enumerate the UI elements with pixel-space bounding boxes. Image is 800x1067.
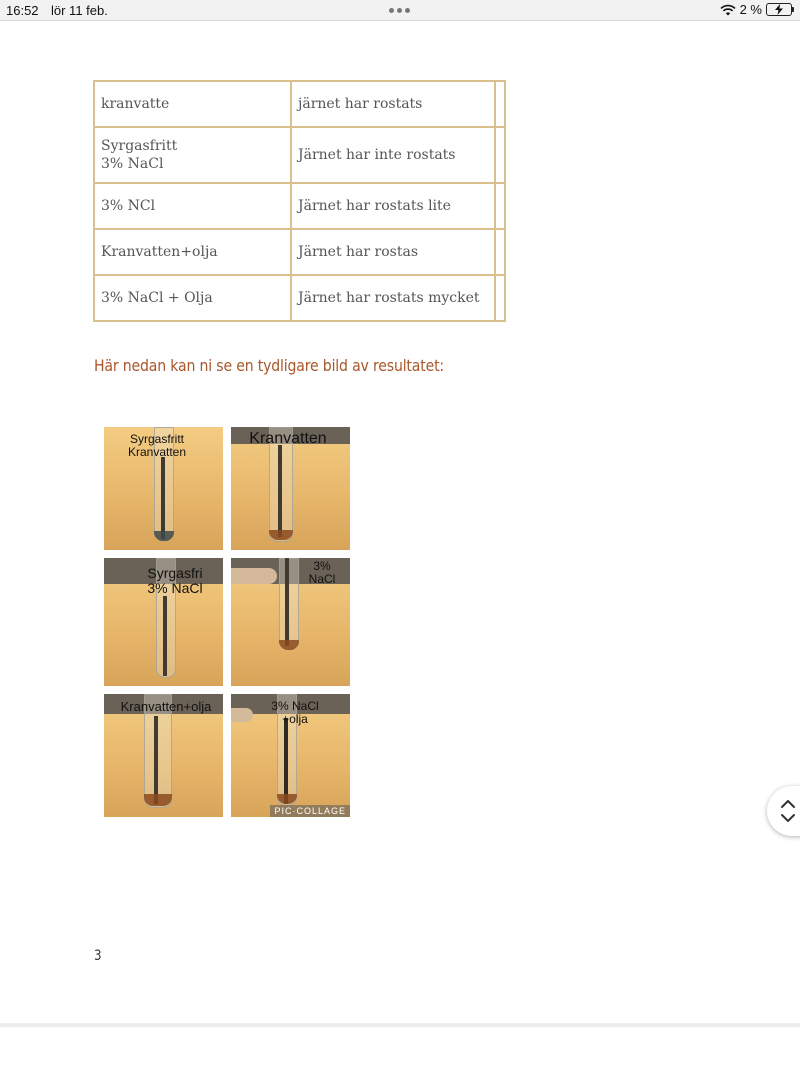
photo-label: 3% bbox=[313, 559, 331, 573]
table-row bbox=[94, 229, 505, 275]
table-cell-sample bbox=[94, 81, 291, 127]
cell-text: Kranvatten+olja bbox=[101, 244, 218, 260]
photo-collage bbox=[100, 423, 354, 821]
photo-label: Syrgasfritt bbox=[129, 432, 184, 446]
table-row bbox=[94, 183, 505, 229]
table-cell-empty bbox=[495, 127, 505, 183]
status-indicators bbox=[720, 2, 792, 17]
cell-text: kranvatte bbox=[101, 96, 170, 112]
multitasking-dots-icon[interactable] bbox=[389, 8, 410, 13]
photo-nacl bbox=[231, 558, 350, 686]
table-cell-empty bbox=[495, 81, 505, 127]
table-cell-sample bbox=[94, 183, 291, 229]
cell-text: järnet har rostats bbox=[298, 96, 423, 112]
table-row bbox=[94, 81, 505, 127]
table-cell-sample bbox=[94, 229, 291, 275]
photo-label: Kranvatten+olja bbox=[120, 699, 212, 714]
table-cell-empty bbox=[495, 183, 505, 229]
cell-text: Järnet har inte rostats bbox=[298, 147, 456, 163]
status-time: 16:52 bbox=[6, 3, 39, 18]
table-row bbox=[94, 127, 505, 183]
scroll-navigation-button[interactable] bbox=[767, 786, 800, 836]
photo-label: Kranvatten bbox=[249, 430, 327, 447]
table-cell-result bbox=[291, 81, 495, 127]
cell-text: Järnet har rostats mycket bbox=[298, 290, 480, 306]
table-cell-sample bbox=[94, 275, 291, 321]
collage-watermark: PIC·COLLAGE bbox=[270, 805, 350, 817]
cell-text: 3% NaCl bbox=[101, 156, 164, 172]
table-cell-empty bbox=[495, 275, 505, 321]
cell-text: Järnet har rostats lite bbox=[298, 198, 451, 214]
battery-percent: 2 % bbox=[739, 2, 762, 17]
table-cell-empty bbox=[495, 229, 505, 275]
photo-label: 3% NaCl bbox=[271, 699, 319, 713]
photo-label: Syrgasfri bbox=[147, 565, 203, 581]
photo-kranvatten-olja bbox=[104, 694, 223, 817]
table-cell-result bbox=[291, 229, 495, 275]
status-bar bbox=[0, 0, 800, 21]
table-cell-result bbox=[291, 275, 495, 321]
table-cell-result bbox=[291, 183, 495, 229]
table-row bbox=[94, 275, 505, 321]
cell-text: 3% NaCl + Olja bbox=[101, 290, 213, 306]
photo-label: Kranvatten bbox=[127, 444, 187, 459]
table-cell-sample bbox=[94, 127, 291, 183]
status-date: lör 11 feb. bbox=[51, 3, 108, 18]
photo-syrgasfri-nacl bbox=[104, 558, 223, 686]
page-number: 3 bbox=[94, 948, 102, 964]
cell-text: Järnet har rostas bbox=[298, 244, 418, 260]
photo-label: 3% NaCl bbox=[147, 579, 203, 596]
section-heading: Här nedan kan ni se en tydligare bild av resultatet: bbox=[94, 356, 444, 375]
cell-text: Syrgasfritt bbox=[101, 138, 178, 154]
photo-label: +olja bbox=[282, 711, 308, 726]
page-separator bbox=[0, 1023, 800, 1027]
battery-charging-icon bbox=[766, 3, 792, 16]
chevron-up-down-icon bbox=[779, 798, 797, 824]
photo-kranvatten bbox=[231, 427, 350, 550]
cell-text: 3% NCl bbox=[101, 198, 156, 214]
table-cell-result bbox=[291, 127, 495, 183]
wifi-icon bbox=[720, 4, 736, 16]
photo-syrgasfritt-kranvatten bbox=[104, 427, 223, 550]
photo-label: NaCl bbox=[308, 571, 336, 586]
photo-nacl-olja bbox=[231, 694, 350, 817]
results-table bbox=[93, 80, 506, 322]
